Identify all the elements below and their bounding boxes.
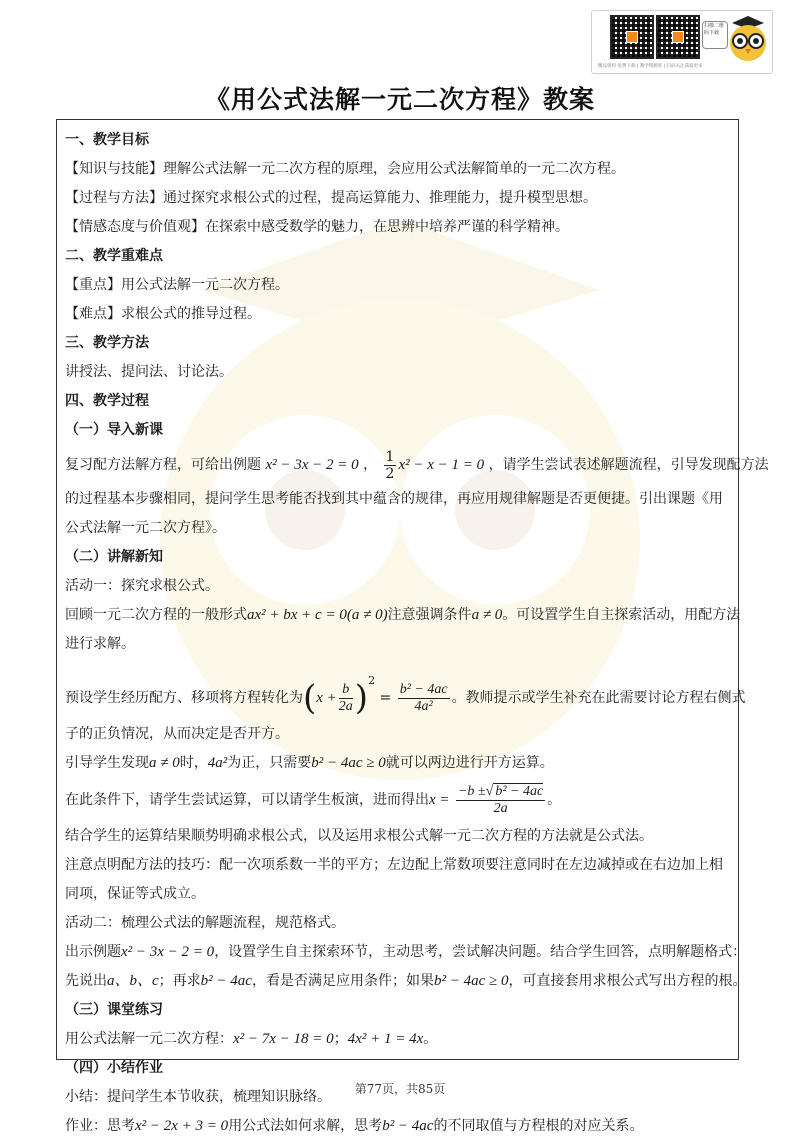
fraction-half [384, 449, 397, 482]
homework-text-b: 用公式法如何求解，思考 [228, 1118, 383, 1134]
practice-sep: ； [333, 1031, 348, 1047]
quadratic-formula-den: 2a [493, 800, 508, 816]
keypoint-difficulty: 【难点】求根公式的推导过程。 [65, 306, 261, 322]
intro-text-b: ，请学生尝试表述解题流程，引导发现配方法 [488, 457, 769, 473]
qr-code-image [610, 15, 654, 59]
homework-equation: x² − 2x + 3 = 0 [135, 1118, 229, 1134]
condition-text-a: 引导学生发现 [65, 755, 149, 771]
section-heading-methods: 三、教学方法 [65, 335, 149, 351]
transform-line-2: 子的正负情况，从而决定是否开方。 [65, 726, 289, 742]
summary-text: 小结：提问学生本节收获，梳理知识脉络。 [65, 1089, 331, 1105]
example-text-a: 出示例题 [65, 944, 121, 960]
fraction-disc-den: 4a² [414, 698, 433, 714]
general-form-text-c: 。可设置学生自主探索活动，用配方法 [502, 607, 741, 623]
fraction-discriminant [398, 682, 450, 715]
fraction-half-num: 1 [385, 448, 395, 465]
steps-m1: b² − 4ac [200, 973, 252, 989]
qr-code-card [591, 10, 773, 74]
steps-text-c: ，看是否满足应用条件；如果 [251, 973, 434, 989]
general-form-line-2: 进行求解。 [65, 636, 135, 652]
square-exponent: 2 [368, 674, 376, 687]
condition-m2: 4a² [207, 755, 228, 771]
qr-code-image-2 [656, 15, 700, 59]
homework-m: b² − 4ac [382, 1118, 434, 1134]
goal-process: 【过程与方法】通过探究求根公式的过程，提高运算能力、推理能力，提升模型思想。 [65, 190, 597, 206]
qr-speech-bubble: 扫描二维码下载 [702, 21, 728, 49]
formula-conclusion: 结合学生的运算结果顺势明确求根公式，以及运用求根公式解一元二次方程的方法就是公式法。 [65, 828, 653, 844]
condition-text-d: 就可以两边进行开方运算。 [385, 755, 554, 771]
steps-text-b: ；再求 [158, 973, 201, 989]
intro-text-a: 复习配方法解方程，可给出例题 [65, 457, 261, 473]
homework-text-c: 的不同取值与方程根的对应关系。 [433, 1118, 644, 1134]
formula-text-b: 。 [547, 792, 562, 808]
steps-m2: b² − 4ac ≥ 0 [433, 973, 509, 989]
paren-close: ) [354, 678, 369, 718]
paren-open: ( [303, 678, 317, 718]
fraction-b-den: 2a [338, 698, 353, 714]
page-title: 《用公式法解一元二次方程》教案 [204, 85, 595, 114]
steps-text-a: 先说出 [65, 973, 107, 989]
subheading-new-knowledge: （二）讲解新知 [65, 549, 163, 565]
intro-sep: ， [363, 457, 378, 473]
fraction-b-num: b [339, 682, 353, 699]
condition-line [65, 749, 730, 778]
keypoint-focus: 【重点】用公式法解一元二次方程。 [65, 277, 289, 293]
condition-a-nonzero: a ≠ 0 [471, 607, 503, 623]
subheading-summary: （四）小结作业 [65, 1060, 163, 1076]
subheading-intro: （一）导入新课 [65, 422, 163, 438]
equation-example-1: x² − 3x − 2 = 0 [265, 457, 359, 473]
formula-x-eq: x = [429, 792, 450, 808]
fraction-b-over-2a [339, 682, 353, 715]
practice-end: 。 [423, 1031, 438, 1047]
practice-text-a: 用公式法解一元二次方程： [65, 1031, 233, 1047]
transform-text-a: 预设学生经历配方、移项将方程转化为 [65, 690, 303, 706]
activity-1-title: 活动一：探究求根公式。 [65, 578, 219, 594]
equals-sign: = [379, 690, 392, 706]
general-form-text-a: 回顾一元二次方程的一般形式 [65, 607, 247, 623]
example-text-b: ，设置学生自主探索环节，主动思考，尝试解决问题。结合学生回答，点明解题格式： [214, 944, 747, 960]
condition-m1: a ≠ 0 [149, 755, 180, 771]
methods-text: 讲授法、提问法、讨论法。 [65, 364, 233, 380]
technique-line-1: 注意点明配方法的技巧：配一次项系数一半的平方；左边配上常数项要注意同时在左边减掉或在右边加上相 [65, 857, 723, 873]
practice-eq-1: x² − 7x − 18 = 0 [233, 1031, 334, 1047]
general-form-line-1 [65, 601, 741, 630]
technique-line-2: 同项，保证等式成立。 [65, 886, 205, 902]
example-equation: x² − 3x − 2 = 0 [121, 944, 215, 960]
activity-2-title: 活动二：梳理公式法的解题流程，规范格式。 [65, 915, 345, 931]
section-heading-process: 四、教学过程 [65, 393, 149, 409]
steps-text-d: ，可直接套用求根公式写出方程的根。 [508, 973, 747, 989]
intro-line-3: 公式法解一元二次方程》。 [65, 520, 226, 536]
steps-abc: a、b、c [107, 973, 159, 989]
transform-text-c: 。教师提示或学生补充在此需要讨论方程右侧式 [451, 690, 746, 706]
steps-line [65, 967, 747, 996]
section-heading-keypoints: 二、教学重难点 [65, 248, 163, 264]
example-line [65, 938, 747, 967]
condition-m3: b² − 4ac ≥ 0 [311, 755, 386, 771]
transform-line-1 [65, 659, 746, 720]
quadratic-num-sqrt: b² − 4ac [495, 783, 544, 799]
quadratic-formula [456, 784, 545, 817]
qr-caption: 精品资料·免费下载 | 教学资源库 | 扫码关注获取更多 [598, 64, 703, 69]
homework-text-a: 作业：思考 [65, 1118, 135, 1134]
owl-mascot-icon [726, 13, 770, 69]
page-number: 第77页，共85页 [354, 1082, 446, 1096]
general-form-equation: ax² + bx + c = 0(a ≠ 0) [247, 607, 388, 623]
transform-x-plus: x + [316, 690, 337, 706]
practice-line [65, 1025, 730, 1054]
fraction-disc-num: b² − 4ac [399, 681, 448, 697]
section-heading-goals: 一、教学目标 [65, 132, 149, 148]
fraction-half-den: 2 [385, 465, 395, 482]
subheading-practice: （三）课堂练习 [65, 1002, 163, 1018]
quadratic-num-a: −b ± [457, 783, 486, 799]
condition-text-c: 为正，只需要 [227, 755, 312, 771]
general-form-text-b: 注意强调条件 [387, 607, 472, 623]
condition-text-b: 时， [179, 755, 208, 771]
intro-line-2: 的过程基本步骤相同，提问学生思考能否找到其中蕴含的规律，再应用规律解题是否更便捷。引出课题《用 [65, 491, 723, 507]
goal-knowledge: 【知识与技能】理解公式法解一元二次方程的原理，会应用公式法解简单的一元二次方程。 [65, 161, 625, 177]
quadratic-formula-num: −b ±√ b² − 4ac [457, 783, 544, 799]
equation-example-2: x² − x − 1 = 0 [398, 457, 485, 473]
goal-attitude: 【情感态度与价值观】在探索中感受数学的魅力，在思辨中培养严谨的科学精神。 [65, 219, 569, 235]
homework-line [65, 1112, 730, 1141]
intro-line-1 [65, 445, 769, 485]
practice-eq-2: 4x² + 1 = 4x [347, 1031, 424, 1047]
formula-text-a: 在此条件下，请学生尝试运算，可以请学生板演，进而得出 [65, 792, 429, 808]
formula-line [65, 778, 730, 822]
